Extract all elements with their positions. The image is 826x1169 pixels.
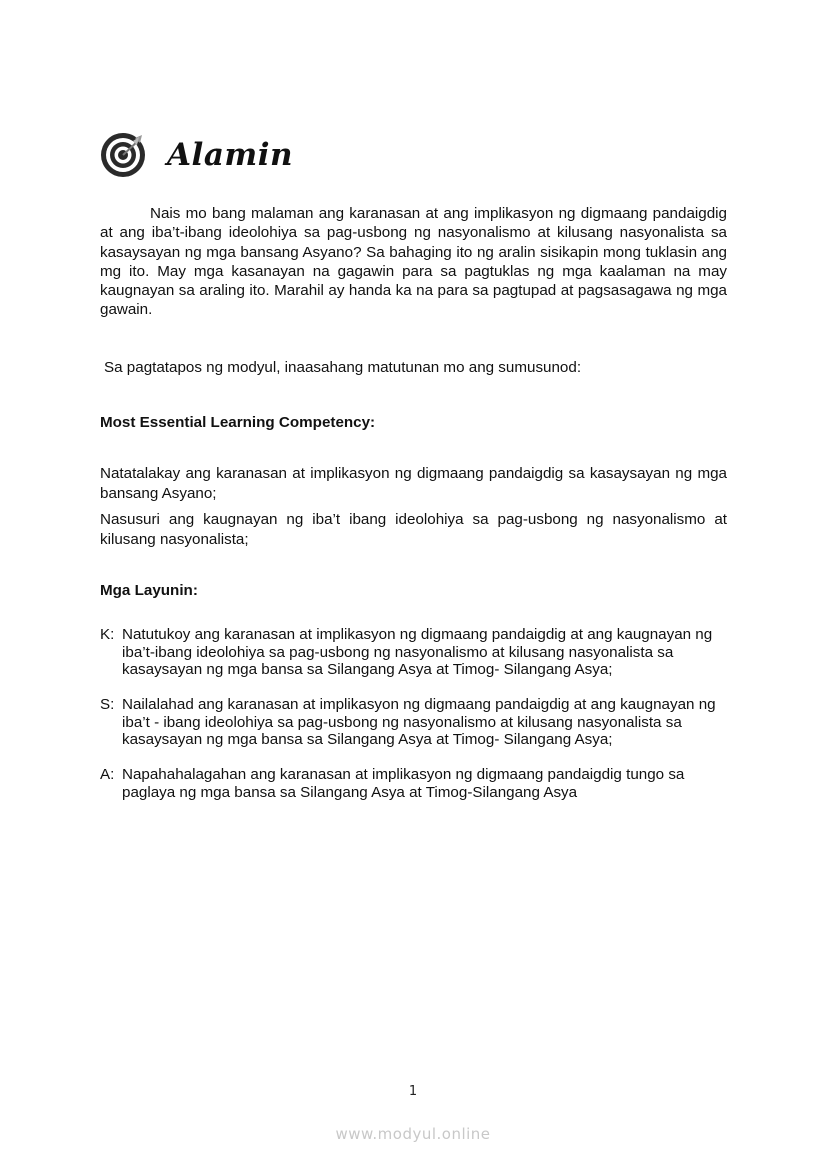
section-header <box>99 130 293 180</box>
objectives-heading: Mga Layunin: <box>100 582 198 599</box>
objective-line: kasaysayan ng mga bansa sa Silangang Asya at Timog- Silangang Asya; <box>122 661 613 678</box>
objective-knowledge <box>100 626 740 679</box>
melc-heading: Most Essential Learning Competency: <box>100 414 376 431</box>
objective-line: Nailalahad ang karanasan at implikasyon ng digmaang pandaigdig at ang kaugnayan ng <box>122 696 716 713</box>
section-title: Alamin <box>167 137 294 173</box>
objective-line: kasaysayan ng mga bansa sa Silangang Asya at Timog- Silangang Asya; <box>122 731 613 748</box>
melc-item: Natatalakay ang karanasan at implikasyon ng digmaang pandaigdig sa kasaysayan ng mga bansang Asyano; <box>100 465 727 502</box>
objective-label: S: <box>100 696 115 713</box>
objective-skill <box>100 696 740 749</box>
objective-line: iba’t-ibang ideolohiya sa pag-usbong ng nasyonalismo at kilusang nasyonalista sa <box>122 643 674 661</box>
target-dart-icon <box>99 131 147 179</box>
objective-line: iba’t - ibang ideolohiya sa pag-usbong ng nasyonalismo at kilusang nasyonalista sa <box>122 713 682 731</box>
objective-line: Natutukoy ang karanasan at implikasyon ng digmaang pandaigdig at ang kaugnayan ng <box>122 626 713 643</box>
objective-line: paglaya ng mga bansa sa Silangang Asya at Timog-Silangang Asya <box>122 783 578 801</box>
page-number: 1 <box>408 1084 418 1099</box>
intro-paragraph: Nais mo bang malaman ang karanasan at ang implikasyon ng digmaang pandaigdig at ang iba’t-ibang ideolohiya sa pag-usbong ng nasyonalismo at kilusang nasyonalista sa kasaysayan ng mga bansang Asyano? Sa bahaging ito ng aralin sisikapin mong tuklasin ang mg ito. May mga kasanayan na gagawin para sa pagtuklas ng mga kaalaman na may kaugnayan sa araling ito. Marahil ay handa ka na para sa pagtupad at pagsasagawa ng mga gawain. <box>100 205 727 319</box>
expectation-text: Sa pagtatapos ng modyul, inaasahang matutunan mo ang sumusunod: <box>104 359 582 376</box>
objective-line: Napahahalagahan ang karanasan at implikasyon ng digmaang pandaigdig tungo sa <box>122 766 685 783</box>
melc-item: Nasusuri ang kaugnayan ng iba’t ibang ideolohiya sa pag-usbong ng nasyonalismo at kilusang nasyonalista; <box>100 511 727 548</box>
objective-attitude <box>100 766 740 801</box>
watermark: www.modyul.online <box>335 1125 491 1143</box>
objective-label: A: <box>100 766 115 783</box>
objective-label: K: <box>100 626 115 643</box>
